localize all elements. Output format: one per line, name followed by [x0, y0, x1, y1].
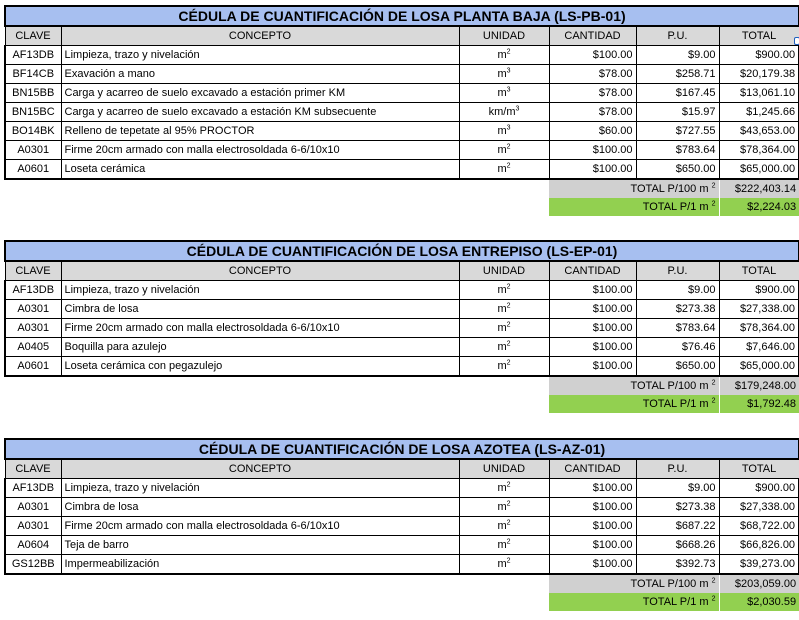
unidad-base: m	[497, 341, 507, 353]
cell-cantidad[interactable]: $100.00	[549, 141, 636, 160]
cell-total[interactable]: $1,245.66	[719, 103, 799, 122]
cell-unidad[interactable]	[459, 319, 549, 338]
table-row	[5, 319, 799, 338]
cell-cantidad[interactable]: $78.00	[549, 103, 636, 122]
total-per-100-value[interactable]: $203,059.00	[719, 574, 799, 593]
cell-clave[interactable]: A0301	[5, 300, 61, 319]
cell-unidad[interactable]	[459, 141, 549, 160]
cell-clave[interactable]: A0301	[5, 141, 61, 160]
cell-concepto[interactable]: Carga y acarreo de suelo excavado a estación primer KM	[61, 84, 459, 103]
total-per-1-row	[5, 198, 799, 216]
cell-total[interactable]: $13,061.10	[719, 84, 799, 103]
table-row	[5, 498, 799, 517]
cedula-title: CÉDULA DE CUANTIFICACIÓN DE LOSA AZOTEA (LS-AZ-01)	[5, 439, 799, 459]
unidad-exponent: 3	[506, 67, 511, 75]
unidad-exponent: 2	[506, 538, 511, 546]
cell-unidad[interactable]	[459, 122, 549, 141]
cell-concepto[interactable]: Limpieza, trazo y nivelación	[61, 479, 459, 498]
cell-cantidad[interactable]: $100.00	[549, 46, 636, 65]
cedula-table	[4, 240, 799, 413]
cell-concepto[interactable]: Cimbra de losa	[61, 498, 459, 517]
cell-unidad[interactable]	[459, 555, 549, 575]
col-header-concepto: CONCEPTO	[61, 26, 459, 46]
col-header-cantidad: CANTIDAD	[549, 26, 636, 46]
cell-cantidad[interactable]: $100.00	[549, 160, 636, 180]
cell-cantidad[interactable]: $100.00	[549, 338, 636, 357]
total-per-1-value[interactable]: $2,030.59	[719, 593, 799, 611]
cell-total[interactable]: $65,000.00	[719, 357, 799, 377]
cell-clave[interactable]: BO14BK	[5, 122, 61, 141]
unidad-exponent: 2	[506, 162, 511, 170]
cell-pu[interactable]: $650.00	[636, 160, 719, 180]
cell-cantidad[interactable]: $100.00	[549, 555, 636, 575]
cell-total[interactable]: $27,338.00	[719, 300, 799, 319]
cell-pu[interactable]: $9.00	[636, 479, 719, 498]
cell-unidad[interactable]	[459, 84, 549, 103]
cell-unidad[interactable]	[459, 357, 549, 377]
unidad-base: m	[497, 501, 507, 513]
cell-total[interactable]: $78,364.00	[719, 141, 799, 160]
total-per-1-row	[5, 593, 799, 611]
col-header-unidad: UNIDAD	[459, 261, 549, 281]
total-per-100-row	[5, 376, 799, 395]
cell-total[interactable]: $78,364.00	[719, 319, 799, 338]
unidad-base: m	[497, 303, 507, 315]
cell-clave[interactable]: A0301	[5, 319, 61, 338]
cell-clave[interactable]: A0601	[5, 357, 61, 377]
unidad-exponent: 3	[506, 124, 511, 132]
table-row	[5, 300, 799, 319]
cell-cantidad[interactable]: $100.00	[549, 300, 636, 319]
unidad-base: m	[497, 539, 507, 551]
cell-pu[interactable]: $668.26	[636, 536, 719, 555]
unidad-base: m	[497, 322, 507, 334]
cell-pu[interactable]: $258.71	[636, 65, 719, 84]
cell-clave[interactable]: A0405	[5, 338, 61, 357]
col-header-cantidad: CANTIDAD	[549, 261, 636, 281]
cell-unidad[interactable]	[459, 46, 549, 65]
total-per-1-row	[5, 395, 799, 413]
cell-unidad[interactable]	[459, 281, 549, 300]
total-per-100-value[interactable]: $179,248.00	[719, 376, 799, 395]
total-per-100-label: TOTAL P/100 m $^2$	[549, 376, 719, 395]
cell-clave[interactable]: A0301	[5, 498, 61, 517]
total-per-1-value[interactable]: $1,792.48	[719, 395, 799, 413]
cedula-table	[4, 5, 799, 216]
unidad-exponent: 2	[506, 302, 511, 310]
unidad-exponent: 3	[515, 105, 520, 113]
cell-clave[interactable]: BN15BC	[5, 103, 61, 122]
table-row	[5, 160, 799, 180]
cell-pu[interactable]: $783.64	[636, 141, 719, 160]
cell-cantidad[interactable]: $100.00	[549, 319, 636, 338]
cell-clave[interactable]: AF13DB	[5, 46, 61, 65]
cell-pu[interactable]: $76.46	[636, 338, 719, 357]
cell-concepto[interactable]: Exavación a mano	[61, 65, 459, 84]
cell-clave[interactable]: A0601	[5, 160, 61, 180]
cell-concepto[interactable]: Boquilla para azulejo	[61, 338, 459, 357]
cell-pu[interactable]: $167.45	[636, 84, 719, 103]
table-row	[5, 536, 799, 555]
unidad-base: m	[497, 144, 507, 156]
unidad-base: m	[497, 284, 507, 296]
col-header-unidad: UNIDAD	[459, 26, 549, 46]
unidad-exponent: 2	[506, 283, 511, 291]
cell-total[interactable]: $900.00	[719, 479, 799, 498]
total-per-100-value[interactable]: $222,403.14	[719, 179, 799, 198]
unidad-base: m	[497, 125, 507, 137]
cell-clave[interactable]: AF13DB	[5, 281, 61, 300]
table-row	[5, 338, 799, 357]
cell-clave[interactable]: A0604	[5, 536, 61, 555]
cell-pu[interactable]: $392.73	[636, 555, 719, 575]
col-header-total: TOTAL	[719, 459, 799, 479]
unidad-exponent: 2	[506, 340, 511, 348]
unidad-exponent: 2	[506, 500, 511, 508]
cell-pu[interactable]: $273.38	[636, 498, 719, 517]
unidad-exponent: 3	[506, 86, 511, 94]
col-header-pu: P.U.	[636, 261, 719, 281]
table-row	[5, 357, 799, 377]
cell-pu[interactable]: $650.00	[636, 357, 719, 377]
unidad-base: m	[497, 163, 507, 175]
cell-concepto[interactable]: Cimbra de losa	[61, 300, 459, 319]
cell-total[interactable]: $27,338.00	[719, 498, 799, 517]
total-per-100-row	[5, 179, 799, 198]
unidad-exponent: 2	[506, 519, 511, 527]
cell-total[interactable]: $39,273.00	[719, 555, 799, 575]
table-row	[5, 84, 799, 103]
unidad-exponent: 2	[506, 481, 511, 489]
cedula-title: CÉDULA DE CUANTIFICACIÓN DE LOSA PLANTA BAJA (LS-PB-01)	[5, 6, 799, 26]
table-row	[5, 46, 799, 65]
unidad-base: m	[497, 360, 507, 372]
cedula-entrepiso	[4, 240, 798, 413]
cell-unidad[interactable]	[459, 65, 549, 84]
unidad-base: m	[497, 87, 507, 99]
cell-total[interactable]: $900.00	[719, 46, 799, 65]
col-header-total: TOTAL	[719, 26, 799, 46]
cell-cantidad[interactable]: $78.00	[549, 84, 636, 103]
cell-cantidad[interactable]: $100.00	[549, 479, 636, 498]
cell-pu[interactable]: $9.00	[636, 46, 719, 65]
cell-unidad[interactable]	[459, 160, 549, 180]
cell-concepto[interactable]: Carga y acarreo de suelo excavado a estación KM subsecuente	[61, 103, 459, 122]
cell-cantidad[interactable]: $60.00	[549, 122, 636, 141]
unidad-base: m	[497, 558, 507, 570]
cell-cantidad[interactable]: $100.00	[549, 281, 636, 300]
unidad-exponent: 2	[506, 557, 511, 565]
table-row	[5, 555, 799, 575]
unidad-base: m	[497, 49, 507, 61]
cell-pu[interactable]: $687.22	[636, 517, 719, 536]
col-header-total: TOTAL	[719, 261, 799, 281]
cell-pu[interactable]: $727.55	[636, 122, 719, 141]
cell-total[interactable]: $68,722.00	[719, 517, 799, 536]
cell-cantidad[interactable]: $100.00	[549, 357, 636, 377]
cell-cantidad[interactable]: $78.00	[549, 65, 636, 84]
cell-cantidad[interactable]: $100.00	[549, 536, 636, 555]
col-header-concepto: CONCEPTO	[61, 261, 459, 281]
cell-total[interactable]: $7,646.00	[719, 338, 799, 357]
table-row	[5, 122, 799, 141]
col-header-pu: P.U.	[636, 26, 719, 46]
col-header-concepto: CONCEPTO	[61, 459, 459, 479]
cell-concepto[interactable]: Loseta cerámica con pegazulejo	[61, 357, 459, 377]
cedula-title: CÉDULA DE CUANTIFICACIÓN DE LOSA ENTREPISO (LS-EP-01)	[5, 241, 799, 261]
cell-clave[interactable]: A0301	[5, 517, 61, 536]
unidad-base: m	[497, 68, 507, 80]
table-row	[5, 281, 799, 300]
table-row	[5, 141, 799, 160]
unidad-exponent: 2	[506, 359, 511, 367]
total-per-100-label: TOTAL P/100 m $^2$	[549, 179, 719, 198]
col-header-unidad: UNIDAD	[459, 459, 549, 479]
cell-clave[interactable]: BF14CB	[5, 65, 61, 84]
cell-concepto[interactable]: Teja de barro	[61, 536, 459, 555]
cell-concepto[interactable]: Firme 20cm armado con malla electrosoldada 6-6/10x10	[61, 141, 459, 160]
cell-pu[interactable]: $783.64	[636, 319, 719, 338]
table-row	[5, 65, 799, 84]
unidad-exponent: 2	[506, 321, 511, 329]
cedula-azotea	[4, 438, 798, 611]
col-header-cantidad: CANTIDAD	[549, 459, 636, 479]
col-header-clave: CLAVE	[5, 459, 61, 479]
total-per-1-value[interactable]: $2,224.03	[719, 198, 799, 216]
cell-unidad[interactable]	[459, 300, 549, 319]
cell-total[interactable]: $900.00	[719, 281, 799, 300]
cell-clave[interactable]: BN15BB	[5, 84, 61, 103]
unidad-base: km/m	[488, 106, 516, 118]
cell-total[interactable]: $43,653.00	[719, 122, 799, 141]
col-header-pu: P.U.	[636, 459, 719, 479]
cedula-table	[4, 438, 799, 611]
cell-concepto[interactable]: Loseta cerámica	[61, 160, 459, 180]
cell-cantidad[interactable]: $100.00	[549, 517, 636, 536]
cell-concepto[interactable]: Impermeabilización	[61, 555, 459, 575]
unidad-exponent: 2	[506, 143, 511, 151]
cell-total[interactable]: $20,179.38	[719, 65, 799, 84]
cedula-planta-baja	[4, 5, 798, 216]
unidad-exponent: 2	[506, 48, 511, 56]
cell-pu[interactable]: $273.38	[636, 300, 719, 319]
cell-unidad[interactable]	[459, 103, 549, 122]
total-per-1-label: TOTAL P/1 m $^2$	[549, 395, 719, 413]
cell-concepto[interactable]: Firme 20cm armado con malla electrosoldada 6-6/10x10	[61, 319, 459, 338]
cell-cantidad[interactable]: $100.00	[549, 498, 636, 517]
total-per-1-label: TOTAL P/1 m $^2$	[549, 198, 719, 216]
cell-unidad[interactable]	[459, 479, 549, 498]
table-row	[5, 479, 799, 498]
cell-concepto[interactable]: Limpieza, trazo y nivelación	[61, 281, 459, 300]
cell-clave[interactable]: GS12BB	[5, 555, 61, 575]
unidad-base: m	[497, 482, 507, 494]
cell-concepto[interactable]: Limpieza, trazo y nivelación	[61, 46, 459, 65]
table-row	[5, 103, 799, 122]
total-per-100-row	[5, 574, 799, 593]
cell-total[interactable]: $66,826.00	[719, 536, 799, 555]
total-per-100-label: TOTAL P/100 m $^2$	[549, 574, 719, 593]
cell-pu[interactable]: $9.00	[636, 281, 719, 300]
cell-unidad[interactable]	[459, 517, 549, 536]
col-header-clave: CLAVE	[5, 26, 61, 46]
cell-selection-handle[interactable]	[794, 37, 799, 45]
cell-pu[interactable]: $15.97	[636, 103, 719, 122]
cell-unidad[interactable]	[459, 536, 549, 555]
cell-total[interactable]: $65,000.00	[719, 160, 799, 180]
unidad-base: m	[497, 520, 507, 532]
table-row	[5, 517, 799, 536]
col-header-clave: CLAVE	[5, 261, 61, 281]
cell-concepto[interactable]: Relleno de tepetate al 95% PROCTOR	[61, 122, 459, 141]
cell-clave[interactable]: AF13DB	[5, 479, 61, 498]
cell-unidad[interactable]	[459, 498, 549, 517]
cell-concepto[interactable]: Firme 20cm armado con malla electrosoldada 6-6/10x10	[61, 517, 459, 536]
cell-unidad[interactable]	[459, 338, 549, 357]
total-per-1-label: TOTAL P/1 m $^2$	[549, 593, 719, 611]
